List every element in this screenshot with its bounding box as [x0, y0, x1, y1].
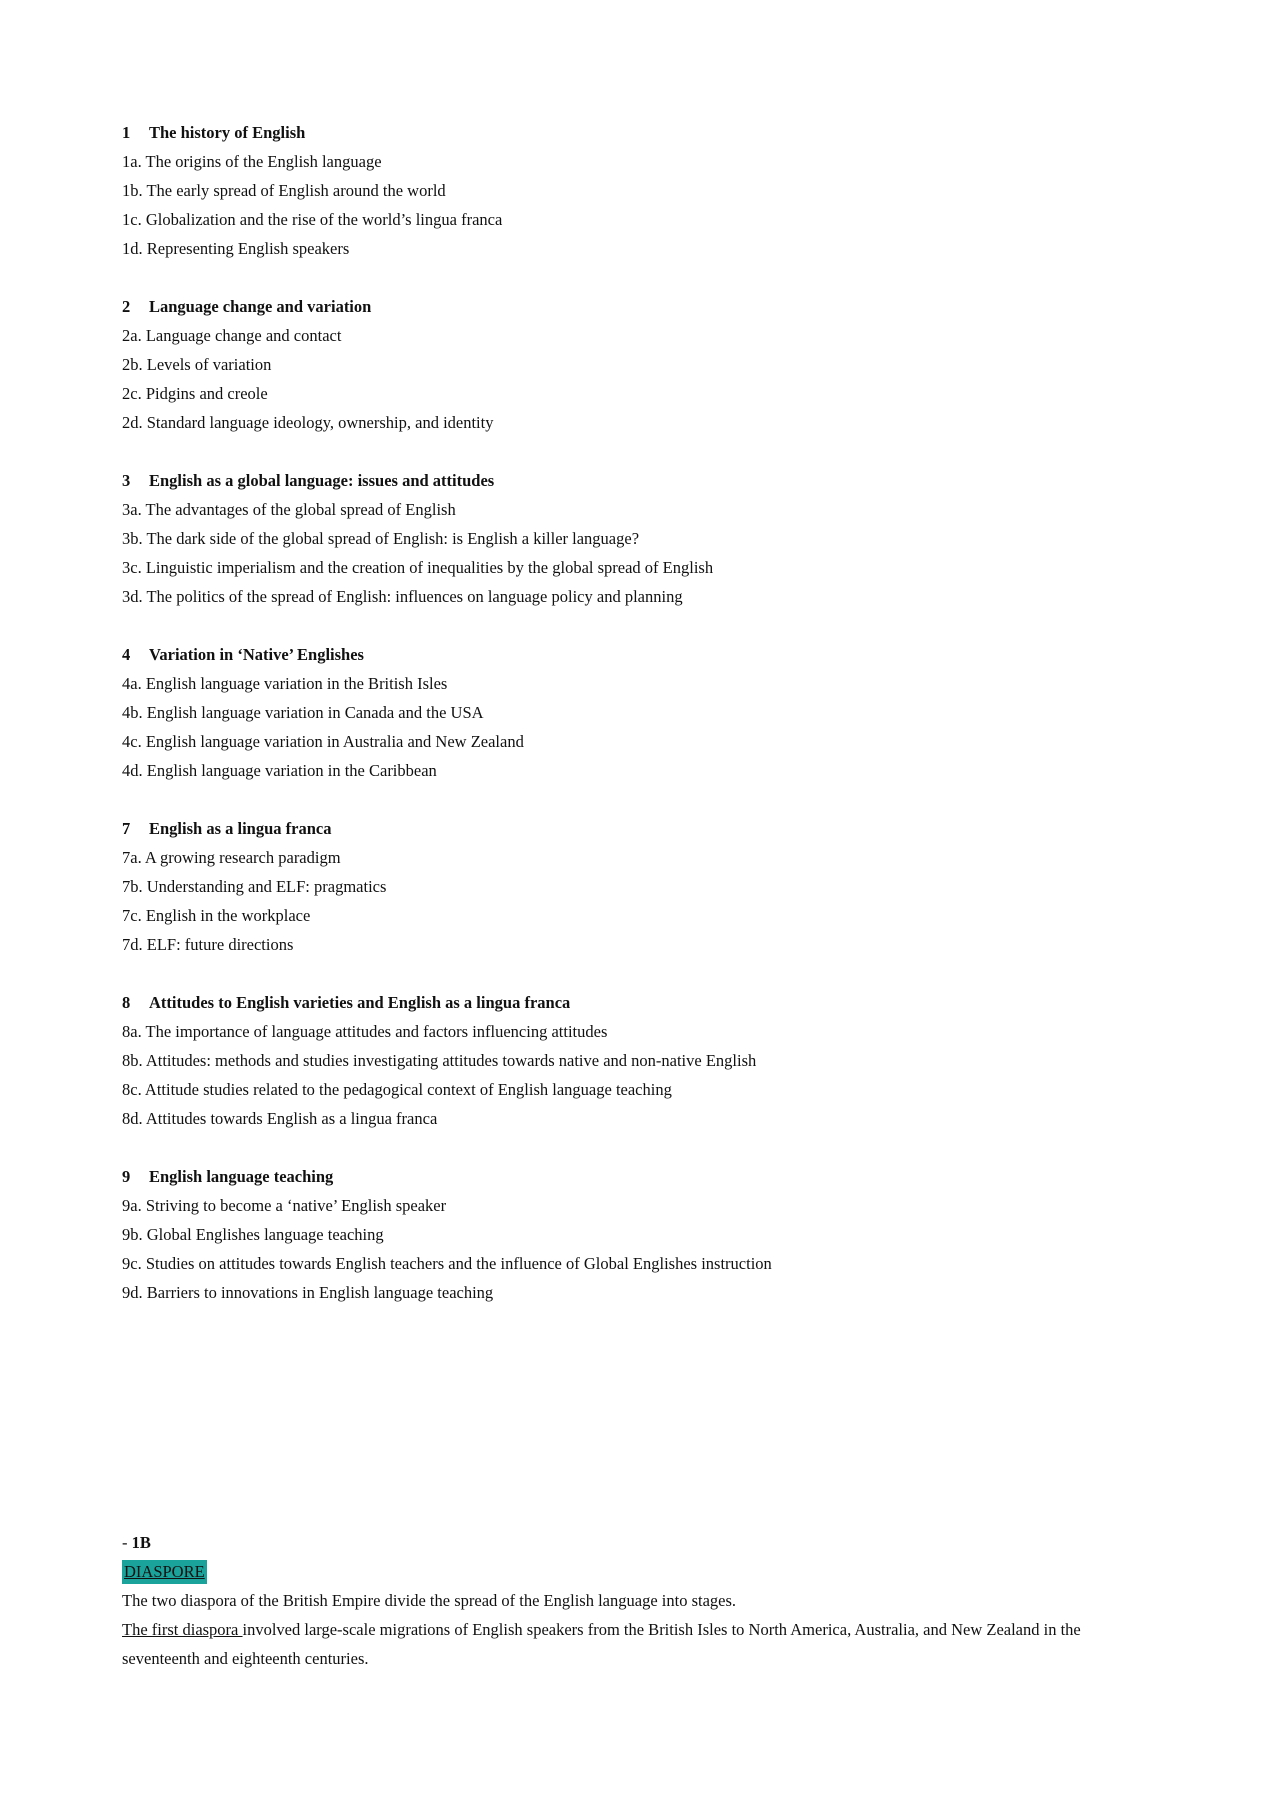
list-item: 2c. Pidgins and creole: [122, 384, 268, 403]
list-item: 3c. Linguistic imperialism and the creation of inequalities by the global spread of English: [122, 558, 714, 577]
list-item: 9d. Barriers to innovations in English language teaching: [122, 1283, 494, 1302]
list-item: 4d. English language variation in the Caribbean: [122, 761, 437, 780]
paragraph-2-text: involved large-scale migrations of English speakers from the British Isles to North America, Australia, and New Zealand in the seventeenth and eighteenth centuries.: [122, 1620, 1081, 1668]
section-7: [122, 814, 1162, 959]
section-heading: [122, 988, 1162, 1017]
paragraph-1: The two diaspora of the British Empire divide the spread of the English language into stages.: [122, 1591, 737, 1610]
section-heading: [122, 118, 1162, 147]
list-item: 1c. Globalization and the rise of the world’s lingua franca: [122, 210, 503, 229]
list-item: 8b. Attitudes: methods and studies investigating attitudes towards native and non-native English: [122, 1051, 757, 1070]
section-title: English as a lingua franca: [149, 819, 332, 838]
paragraph-2: [122, 1615, 1162, 1673]
section-4: [122, 640, 1162, 785]
section-1: [122, 118, 1162, 263]
section-heading: [122, 292, 1162, 321]
list-item: 4b. English language variation in Canada and the USA: [122, 703, 484, 722]
section-number: 7: [122, 819, 131, 838]
list-item: 9c. Studies on attitudes towards English teachers and the influence of Global Englishes instruction: [122, 1254, 772, 1273]
list-item: 7a. A growing research paradigm: [122, 848, 341, 867]
list-item: 7b. Understanding and ELF: pragmatics: [122, 877, 387, 896]
notes-dash: -: [122, 1533, 132, 1552]
section-number: 4: [122, 645, 131, 664]
list-item: 9b. Global Englishes language teaching: [122, 1225, 384, 1244]
list-item: 3a. The advantages of the global spread of English: [122, 500, 456, 519]
section-number: 8: [122, 993, 131, 1012]
list-item: 8d. Attitudes towards English as a lingua franca: [122, 1109, 438, 1128]
section-8: [122, 988, 1162, 1133]
highlight-line: [122, 1557, 1162, 1586]
list-item: 2a. Language change and contact: [122, 326, 342, 345]
section-title: English language teaching: [149, 1167, 334, 1186]
section-heading: [122, 640, 1162, 669]
list-item: 3b. The dark side of the global spread of English: is English a killer language?: [122, 529, 640, 548]
section-title: The history of English: [149, 123, 306, 142]
list-item: 1d. Representing English speakers: [122, 239, 350, 258]
notes-marker: 1B: [131, 1533, 151, 1552]
section-number: 9: [122, 1167, 131, 1186]
section-title: Language change and variation: [149, 297, 372, 316]
section-title: Variation in ‘Native’ Englishes: [149, 645, 364, 664]
list-item: 7c. English in the workplace: [122, 906, 311, 925]
table-of-contents: [122, 118, 1162, 1336]
underlined-phrase: The first diaspora: [122, 1620, 243, 1639]
list-item: 1b. The early spread of English around the world: [122, 181, 446, 200]
section-title: Attitudes to English varieties and English as a lingua franca: [149, 993, 571, 1012]
list-item: 8c. Attitude studies related to the pedagogical context of English language teaching: [122, 1080, 672, 1099]
section-number: 1: [122, 123, 131, 142]
section-title: English as a global language: issues and attitudes: [149, 471, 495, 490]
list-item: 2d. Standard language ideology, ownership, and identity: [122, 413, 494, 432]
highlighted-term: DIASPORE: [122, 1560, 207, 1584]
section-heading: [122, 1162, 1162, 1191]
notes-marker-line: [122, 1528, 1162, 1557]
list-item: 9a. Striving to become a ‘native’ English speaker: [122, 1196, 447, 1215]
list-item: 4c. English language variation in Australia and New Zealand: [122, 732, 524, 751]
list-item: 8a. The importance of language attitudes and factors influencing attitudes: [122, 1022, 608, 1041]
section-heading: [122, 466, 1162, 495]
notes-section: [122, 1528, 1162, 1673]
section-2: [122, 292, 1162, 437]
list-item: 1a. The origins of the English language: [122, 152, 382, 171]
section-heading: [122, 814, 1162, 843]
section-number: 3: [122, 471, 131, 490]
list-item: 7d. ELF: future directions: [122, 935, 294, 954]
section-3: [122, 466, 1162, 611]
section-9: [122, 1162, 1162, 1307]
list-item: 3d. The politics of the spread of English: influences on language policy and planning: [122, 587, 683, 606]
section-number: 2: [122, 297, 131, 316]
list-item: 2b. Levels of variation: [122, 355, 272, 374]
list-item: 4a. English language variation in the British Isles: [122, 674, 448, 693]
